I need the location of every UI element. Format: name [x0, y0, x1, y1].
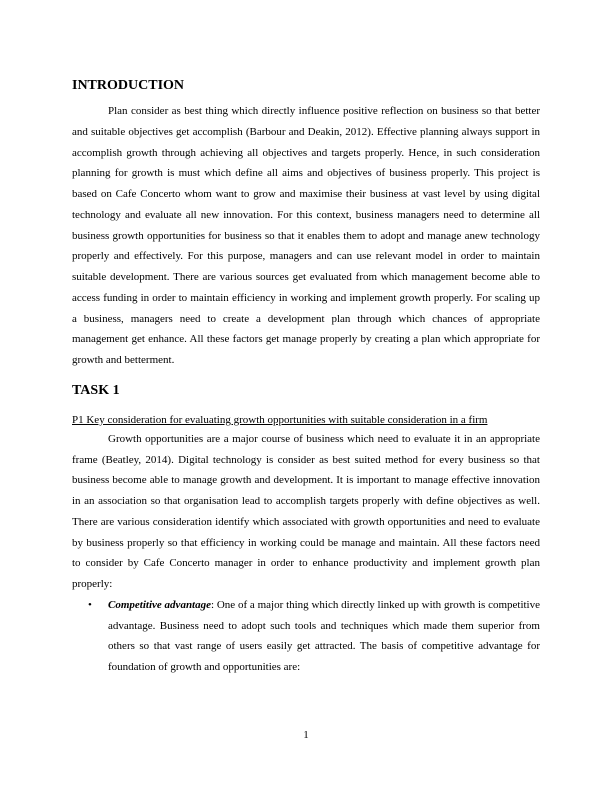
task-subheading: P1 Key consideration for evaluating growth opportunities with suitable consideration in a firm: [72, 413, 488, 426]
task-heading: TASK 1: [72, 382, 120, 398]
page-number: 1: [303, 729, 309, 741]
bullet-list: [72, 595, 540, 678]
bullet-term: Competitive advantage: [108, 598, 211, 611]
task-paragraph: Growth opportunities are a major course of business which need to evaluate it in an appropriate frame (Beatley, 2014). Digital technology is consider as best suited method for every business so that business become able to manage growth and development. It is important to manage effective innovation in an association so that organisation lead to accomplish targets properly with define objectives as well. There are various consideration identify which associated with growth opportunities and need to evaluate by business properly so that efficiency in working could be manage and maintain. All these factors need to consider by Cafe Concerto manager in order to enhance productivity and implement growth plan properly:: [72, 432, 540, 590]
bullet-icon: •: [88, 598, 92, 611]
introduction-paragraph: Plan consider as best thing which directly influence positive reflection on business so that better and suitable objectives get accomplish (Barbour and Deakin, 2012). Effective planning always support in accomplish growth through achieving all objectives and targets properly. Hence, in such consideration planning for growth is must which define all aims and objectives of business properly. This project is based on Cafe Concerto whom want to grow and maximise their business at vast level by using digital technology and evaluate all new innovation. For this context, business managers need to determine all business growth opportunities for business so that it enables them to adopt and manage anew technology properly and effectively. For this purpose, managers and can use relevant model in order to maintain suitable development. There are various sources get evaluated from which management become able to access funding in order to maintain efficiency in working and implement growth properly. For scaling up a business, managers need to create a development plan through which chances of appropriate management get enhance. All these factors get manage properly by creating a plan which appropriate for growth and betterment.: [72, 105, 540, 366]
bullet-text: : One of a major thing which directly linked up with growth is competitive advantage. Business need to adopt such tools and techniques which made them superior from others so that vast range of users easily get attracted. The basis of competitive advantage for foundation of growth and opportunities are:: [108, 598, 540, 673]
introduction-heading: INTRODUCTION: [72, 78, 185, 93]
list-item: [72, 595, 540, 678]
document-page: [72, 76, 540, 678]
